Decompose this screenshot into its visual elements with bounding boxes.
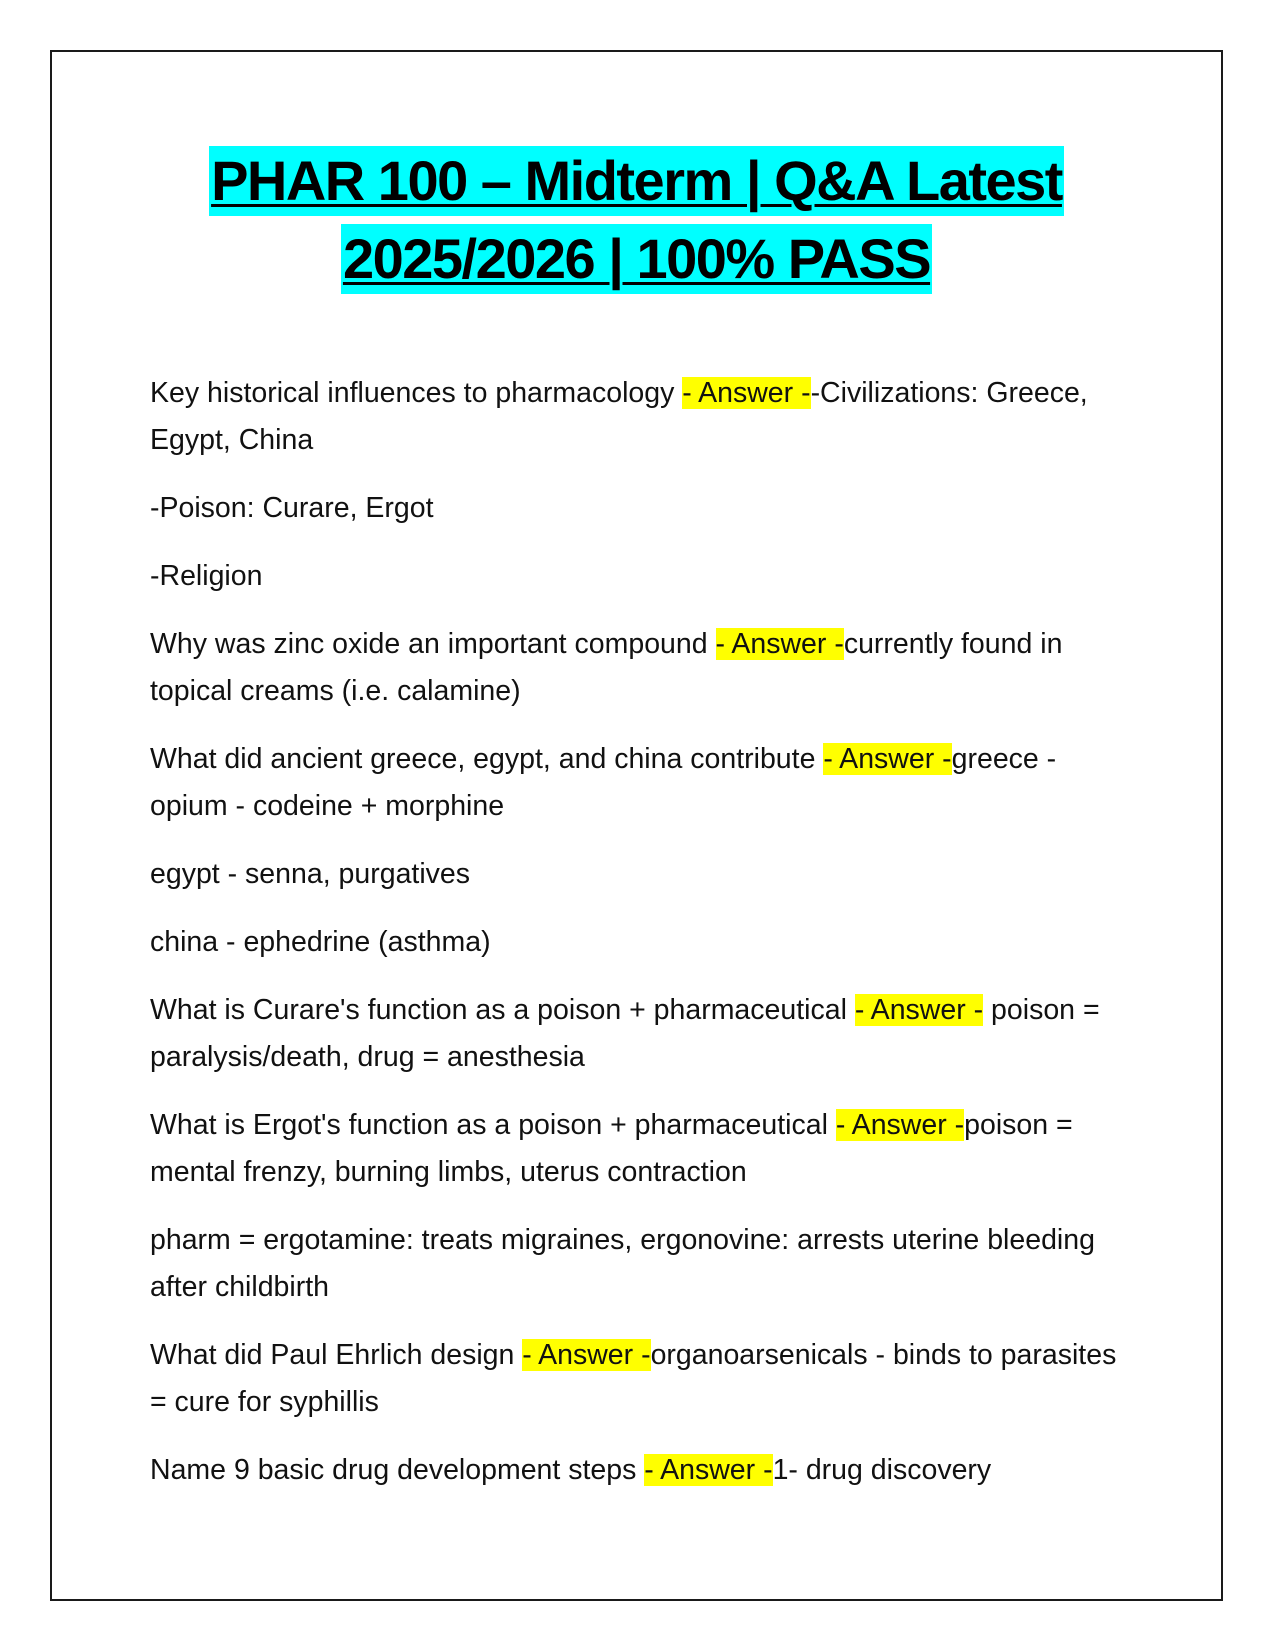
- qa-content: [150, 370, 1130, 1515]
- answer-marker: - Answer -: [644, 1454, 773, 1486]
- text-line: -Religion: [150, 560, 263, 592]
- question-text: Why was zinc oxide an important compound: [150, 628, 716, 660]
- text-line: china - ephedrine (asthma): [150, 926, 491, 958]
- title-line-1: PHAR 100 – Midterm | Q&A Latest: [209, 146, 1064, 216]
- title-line-2: 2025/2026 | 100% PASS: [341, 224, 932, 294]
- answer-marker: - Answer -: [682, 377, 811, 409]
- question-text: What is Curare's function as a poison + pharmaceutical: [150, 994, 855, 1026]
- question-text: What is Ergot's function as a poison + pharmaceutical: [150, 1109, 836, 1141]
- question-text: Key historical influences to pharmacology: [150, 377, 683, 409]
- question-text: Name 9 basic drug development steps: [150, 1454, 645, 1486]
- answer-marker: - Answer -: [823, 743, 952, 775]
- qa-item: [150, 370, 1130, 464]
- answer-text: 1- drug discovery: [772, 1454, 992, 1486]
- answer-text: currently found in topical creams (i.e. calamine): [150, 628, 1063, 707]
- text-line: -Poison: Curare, Ergot: [150, 492, 434, 524]
- text-line: egypt - senna, purgatives: [150, 858, 471, 890]
- text-line: pharm = ergotamine: treats migraines, ergonovine: arrests uterine bleeding after childbirth: [150, 1224, 1095, 1303]
- answer-marker: - Answer -: [854, 994, 984, 1026]
- answer-text: -Civilizations: Greece, Egypt, China: [150, 377, 1088, 456]
- answer-marker: - Answer -: [522, 1339, 651, 1371]
- answer-text: poison = paralysis/death, drug = anesthesia: [150, 994, 1100, 1073]
- answer-text: greece - opium - codeine + morphine: [150, 743, 1057, 822]
- qa-item: [150, 736, 1130, 830]
- qa-item: [150, 621, 1130, 715]
- answer-marker: - Answer -: [715, 628, 844, 660]
- question-text: What did Paul Ehrlich design: [150, 1339, 523, 1371]
- qa-item: [150, 1332, 1130, 1426]
- qa-item: [150, 1447, 1130, 1494]
- question-text: What did ancient greece, egypt, and china contribute: [150, 743, 824, 775]
- qa-item: [150, 1102, 1130, 1196]
- answer-text: poison = mental frenzy, burning limbs, uterus contraction: [150, 1109, 1073, 1188]
- answer-marker: - Answer -: [835, 1109, 965, 1141]
- qa-item: [150, 987, 1130, 1081]
- answer-text: organoarsenicals - binds to parasites = cure for syphillis: [150, 1339, 1117, 1418]
- document-title: [50, 146, 1223, 302]
